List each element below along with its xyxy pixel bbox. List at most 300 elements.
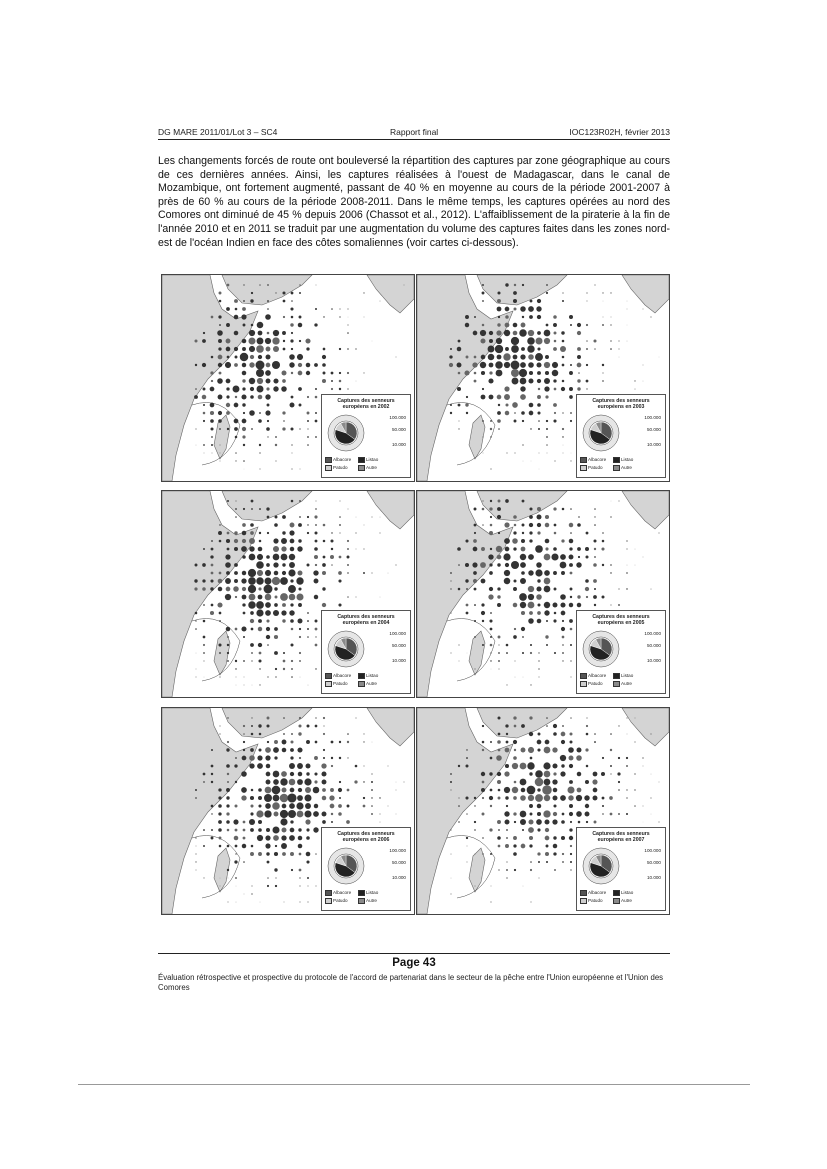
catch-dot	[266, 724, 269, 727]
catch-dot	[364, 766, 365, 767]
catch-dot	[292, 453, 293, 454]
catch-dot	[267, 420, 269, 422]
catch-dot	[306, 371, 310, 375]
catch-dot	[243, 837, 246, 840]
catch-dot	[496, 755, 502, 761]
legend-species-key	[613, 898, 632, 904]
catch-dot	[257, 378, 263, 384]
catch-dot	[242, 595, 247, 600]
catch-dot	[315, 853, 317, 855]
legend-species-label: Patudo	[333, 681, 348, 687]
catch-dot	[196, 846, 197, 847]
catch-dot	[466, 757, 468, 759]
catch-dot	[586, 364, 588, 366]
catch-dot	[498, 644, 499, 645]
catch-dot	[553, 347, 557, 351]
catch-dot	[511, 561, 519, 569]
catch-dot	[569, 523, 573, 527]
catch-dot	[504, 522, 509, 527]
catch-dot	[273, 835, 279, 841]
catch-dot	[570, 412, 572, 414]
legend-title-line2: européens en 2007	[597, 837, 645, 843]
catch-dot	[259, 733, 262, 736]
catch-dot	[544, 330, 551, 337]
catch-dot	[546, 725, 548, 727]
catch-dot	[250, 355, 254, 359]
catch-dot	[203, 773, 206, 776]
catch-dot	[339, 348, 341, 350]
catch-dot	[451, 854, 452, 855]
catch-dot	[458, 644, 459, 645]
catch-dot	[282, 603, 286, 607]
catch-dot	[545, 740, 550, 745]
catch-dot	[322, 355, 326, 359]
header-left: DG MARE 2011/01/Lot 3 – SC4	[158, 127, 278, 137]
catch-dot	[498, 636, 501, 639]
catch-dot	[306, 836, 310, 840]
catch-dot	[273, 795, 280, 802]
catch-dot	[259, 508, 261, 510]
catch-dot	[315, 524, 317, 526]
catch-dot	[363, 572, 365, 574]
catch-dot	[537, 788, 540, 791]
catch-dot	[528, 795, 534, 801]
catch-dot	[388, 806, 389, 807]
catch-dot	[242, 523, 246, 527]
catch-dot	[527, 337, 535, 345]
catch-dot	[570, 588, 573, 591]
catch-dot	[529, 836, 533, 840]
india-landmass	[622, 275, 669, 313]
catch-dot	[498, 652, 500, 654]
catch-dot	[299, 428, 300, 429]
catch-dot	[530, 813, 533, 816]
catch-dot	[256, 577, 264, 585]
catch-dot	[264, 585, 273, 594]
catch-dot	[307, 524, 308, 525]
catch-dot	[227, 829, 230, 832]
catch-dot	[513, 796, 517, 800]
catch-dot	[275, 845, 277, 847]
legend-species-label: Autre	[366, 898, 377, 904]
catch-dot	[251, 717, 252, 718]
catch-dot	[546, 620, 548, 622]
catch-dot	[243, 821, 246, 824]
catch-dot	[635, 718, 636, 719]
catch-dot	[251, 428, 253, 430]
catch-dot	[331, 548, 333, 550]
catch-dot	[473, 571, 477, 575]
catch-dot	[235, 516, 237, 518]
catch-dot	[314, 595, 318, 599]
catch-dot	[498, 717, 501, 720]
catch-dot	[339, 500, 340, 501]
catch-dot	[520, 354, 525, 359]
catch-dot	[585, 579, 589, 583]
catch-dot	[236, 677, 237, 678]
catch-dot	[490, 516, 492, 518]
catch-dot	[475, 669, 476, 670]
legend-species-key	[580, 898, 603, 904]
catch-dot	[521, 571, 525, 575]
catch-dot	[329, 795, 334, 800]
catch-dot	[307, 436, 309, 438]
catch-dot	[495, 361, 503, 369]
catch-dot	[528, 330, 534, 336]
catch-dot	[466, 588, 468, 590]
catch-dot	[288, 810, 296, 818]
catch-dot	[299, 292, 301, 294]
catch-dot	[290, 579, 293, 582]
catch-dot	[298, 587, 301, 590]
catch-dot	[273, 346, 279, 352]
map-legend	[576, 610, 666, 694]
catch-dot	[211, 829, 213, 831]
catch-dot	[530, 869, 532, 871]
catch-dot	[195, 364, 197, 366]
catch-dot	[323, 524, 326, 527]
catch-dot	[490, 644, 493, 647]
catch-dot	[299, 660, 301, 662]
catch-dot	[296, 577, 303, 584]
catch-dot	[497, 395, 502, 400]
legend-scale-label: 10.000	[646, 875, 661, 880]
catch-dot	[227, 717, 228, 718]
catch-dot	[529, 804, 533, 808]
catch-dot	[315, 388, 317, 390]
catch-dot	[465, 403, 468, 406]
catch-dot	[537, 828, 540, 831]
catch-dot	[481, 611, 485, 615]
catch-dot	[511, 345, 519, 353]
catch-dot	[490, 805, 492, 807]
catch-dot	[226, 796, 229, 799]
catch-dot	[561, 387, 565, 391]
catch-dot	[627, 734, 628, 735]
catch-dot	[274, 571, 279, 576]
catch-dot	[537, 315, 541, 319]
catch-dot	[249, 554, 256, 561]
catch-dot	[601, 547, 604, 550]
catch-dot	[498, 789, 501, 792]
catch-dot	[235, 356, 238, 359]
catch-dot	[504, 362, 510, 368]
catch-dot	[235, 853, 236, 854]
catch-dot	[315, 532, 318, 535]
catch-dot	[235, 757, 237, 759]
catch-dot	[219, 300, 222, 303]
catch-dot	[266, 780, 271, 785]
catch-dot	[299, 516, 301, 518]
catch-dot	[466, 604, 469, 607]
catch-dot	[586, 380, 589, 383]
catch-dot	[562, 436, 563, 437]
catch-dot	[323, 540, 326, 543]
catch-dot	[203, 829, 205, 831]
catch-dot	[274, 868, 277, 871]
legend-swatch	[613, 457, 620, 463]
catch-dot	[347, 564, 349, 566]
catch-dot	[627, 341, 628, 342]
catch-dot	[226, 403, 230, 407]
catch-dot	[202, 579, 205, 582]
legend-species-label: Albacore	[333, 890, 352, 896]
catch-dot	[561, 836, 565, 840]
catch-dot	[339, 556, 342, 559]
catch-dot	[272, 786, 281, 795]
catch-dot	[210, 419, 214, 423]
catch-dot	[537, 852, 540, 855]
catch-dot	[338, 571, 342, 575]
catch-dot	[514, 725, 517, 728]
catch-dot	[248, 577, 256, 585]
catch-dot	[226, 307, 230, 311]
catch-dot	[244, 894, 245, 895]
catch-dot	[251, 628, 254, 631]
catch-dot	[570, 676, 571, 677]
catch-dot	[282, 619, 285, 622]
catch-dot	[218, 419, 222, 423]
catch-dot	[497, 587, 500, 590]
catch-dot	[339, 388, 341, 390]
catch-dot	[265, 747, 271, 753]
catch-dot	[330, 804, 335, 809]
catch-dot	[258, 724, 261, 727]
catch-dot	[545, 395, 548, 398]
catch-dot	[297, 795, 303, 801]
catch-dot	[211, 813, 212, 814]
catch-dot	[227, 284, 230, 287]
catch-dot	[273, 562, 278, 567]
catch-dot	[195, 388, 197, 390]
legend-pie-chart	[581, 846, 621, 886]
catch-dot	[522, 532, 524, 534]
catch-dot	[513, 579, 516, 582]
catch-dot	[235, 877, 237, 879]
catch-dot	[513, 852, 517, 856]
catch-dot	[338, 812, 342, 816]
catch-dot	[250, 804, 253, 807]
catch-dot	[275, 596, 278, 599]
catch-dot	[315, 620, 318, 623]
catch-dot	[265, 410, 270, 415]
catch-dot	[248, 585, 256, 593]
catch-dot	[497, 355, 502, 360]
legend-species-key	[613, 457, 633, 463]
catch-map-panel	[416, 490, 670, 698]
catch-dot	[544, 378, 550, 384]
catch-dot	[195, 628, 197, 630]
catch-dot	[560, 755, 566, 761]
catch-dot	[592, 779, 597, 784]
catch-dot	[576, 795, 582, 801]
catch-dot	[259, 412, 261, 414]
catch-dot	[536, 594, 542, 600]
catch-dot	[210, 411, 214, 415]
catch-dot	[363, 548, 364, 549]
catch-dot	[273, 771, 280, 778]
legend-scale-label: 100.000	[389, 848, 406, 853]
catch-dot	[266, 363, 271, 368]
catch-dot	[552, 370, 559, 377]
catch-dot	[531, 902, 532, 903]
catch-dot	[290, 828, 295, 833]
catch-dot	[267, 308, 269, 310]
catch-dot	[537, 331, 541, 335]
catch-dot	[457, 363, 462, 368]
catch-dot	[546, 436, 548, 438]
catch-dot	[553, 315, 557, 319]
catch-dot	[235, 396, 237, 398]
page-number: Page 43	[392, 957, 436, 969]
catch-dot	[306, 764, 311, 769]
catch-dot	[505, 724, 508, 727]
catch-dot	[243, 284, 244, 285]
catch-dot	[514, 869, 516, 871]
legend-species-key	[613, 681, 632, 687]
legend-title	[324, 614, 408, 626]
catch-dot	[544, 386, 549, 391]
catch-dot	[553, 836, 556, 839]
header-right: IOC123R02H, février 2013	[569, 127, 670, 137]
catch-dot	[203, 652, 205, 654]
catch-dot	[594, 588, 596, 590]
catch-dot	[226, 820, 230, 824]
catch-dot	[528, 362, 534, 368]
catch-dot	[602, 757, 604, 759]
catch-dot	[482, 324, 485, 327]
catch-dot	[304, 778, 311, 785]
catch-dot	[299, 636, 301, 638]
catch-dot	[290, 619, 294, 623]
catch-dot	[498, 404, 500, 406]
catch-dot	[602, 797, 605, 800]
catch-dot	[480, 338, 485, 343]
catch-dot	[551, 553, 558, 560]
catch-dot	[299, 885, 300, 886]
catch-dot	[226, 804, 229, 807]
catch-dot	[488, 354, 495, 361]
catch-dot	[528, 586, 534, 592]
catch-dot	[298, 788, 302, 792]
catch-dot	[218, 531, 222, 535]
catch-dot	[371, 773, 372, 774]
catch-dot	[627, 565, 628, 566]
catch-dot	[513, 716, 516, 719]
catch-dot	[266, 627, 270, 631]
catch-dot	[537, 740, 542, 745]
catch-dot	[211, 781, 213, 783]
catch-dot	[553, 619, 556, 622]
legend-swatch	[613, 673, 620, 679]
catch-dot	[474, 821, 476, 823]
catch-dot	[498, 316, 500, 318]
catch-dot	[585, 587, 589, 591]
catch-dot	[498, 532, 500, 534]
catch-dot	[289, 530, 294, 535]
catch-dot	[505, 403, 508, 406]
legend-species-label: Listao	[366, 673, 379, 679]
catch-dot	[520, 386, 525, 391]
catch-dot	[235, 452, 237, 454]
catch-dot	[553, 732, 557, 736]
catch-dot	[626, 813, 628, 815]
catch-dot	[570, 869, 571, 870]
catch-dot	[504, 538, 510, 544]
catch-dot	[474, 316, 476, 318]
catch-dot	[528, 618, 534, 624]
catch-dot	[529, 515, 533, 519]
catch-dot	[256, 601, 264, 609]
catch-dot	[490, 757, 493, 760]
catch-dot	[457, 347, 462, 352]
catch-dot	[219, 524, 220, 525]
catch-dot	[513, 291, 517, 295]
catch-dot	[474, 588, 477, 591]
catch-dot	[234, 331, 239, 336]
catch-dot	[569, 563, 573, 567]
catch-dot	[210, 387, 215, 392]
catch-dot	[241, 394, 246, 399]
catch-dot	[275, 444, 277, 446]
catch-dot	[219, 652, 221, 654]
legend-species-key	[358, 457, 378, 463]
catch-dot	[481, 772, 485, 776]
catch-dot	[563, 453, 564, 454]
catch-dot	[466, 356, 469, 359]
legend-title-line2: européens en 2006	[342, 837, 390, 843]
catch-dot	[603, 317, 604, 318]
catch-dot	[203, 604, 205, 606]
catch-dot	[211, 316, 214, 319]
catch-dot	[363, 797, 365, 799]
catch-dot	[635, 389, 636, 390]
catch-dot	[296, 593, 303, 600]
catch-dot	[234, 547, 238, 551]
catch-dot	[626, 757, 628, 759]
catch-dot	[203, 644, 205, 646]
catch-dot	[314, 772, 317, 775]
catch-dot	[601, 772, 605, 776]
catch-dot	[618, 757, 620, 759]
catch-dot	[218, 339, 222, 343]
catch-dot	[297, 763, 303, 769]
catch-dot	[489, 395, 494, 400]
catch-dot	[323, 717, 325, 719]
catch-dot	[554, 612, 557, 615]
catch-dot	[535, 353, 543, 361]
catch-dot	[265, 338, 271, 344]
catch-dot	[473, 539, 477, 543]
catch-dot	[338, 579, 341, 582]
catch-dot	[202, 339, 206, 343]
catch-dot	[210, 611, 214, 615]
legend-swatch	[358, 673, 365, 679]
catch-dot	[569, 395, 573, 399]
catch-dot	[396, 814, 397, 815]
catch-dot	[497, 419, 501, 423]
catch-dot	[274, 740, 278, 744]
catch-dot	[219, 292, 222, 295]
catch-dot	[250, 796, 254, 800]
catch-dot	[545, 828, 549, 832]
catch-dot	[563, 445, 564, 446]
catch-dot	[227, 869, 229, 871]
catch-dot	[241, 787, 247, 793]
catch-dot	[602, 324, 604, 326]
catch-dot	[248, 601, 256, 609]
catch-dot	[242, 379, 245, 382]
